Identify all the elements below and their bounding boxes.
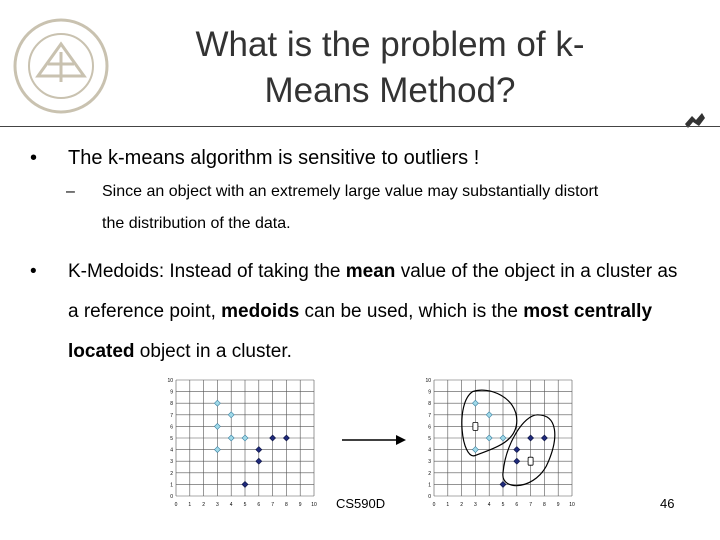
bullet-2-bold-part: most centrally located bbox=[68, 301, 653, 362]
x-tick-label: 5 bbox=[243, 502, 247, 508]
y-tick-label: 8 bbox=[428, 401, 431, 408]
y-tick-label: 3 bbox=[170, 459, 173, 466]
bullet-1 bbox=[30, 138, 690, 178]
x-tick-label: 2 bbox=[460, 502, 463, 508]
cluster-b-point bbox=[270, 435, 276, 441]
cluster-a-point bbox=[500, 435, 506, 441]
x-tick-label: 5 bbox=[501, 502, 505, 508]
bullet-dot: • bbox=[30, 261, 37, 282]
x-tick-label: 10 bbox=[569, 502, 575, 508]
x-tick-label: 1 bbox=[446, 502, 450, 508]
y-tick-label: 9 bbox=[428, 389, 431, 396]
sub-bullet-line-1: Since an object with an extremely large value may substantially distort bbox=[102, 183, 599, 200]
x-tick-label: 6 bbox=[515, 502, 519, 508]
cluster-b-point bbox=[541, 435, 547, 441]
cluster-a-point bbox=[472, 447, 478, 453]
y-tick-label: 5 bbox=[428, 436, 431, 442]
bullet-2-bold-part: mean bbox=[345, 261, 396, 282]
sub-bullet-line-2: the distribution of the data. bbox=[102, 215, 291, 232]
cluster-boundary bbox=[503, 415, 555, 486]
y-tick-label: 2 bbox=[170, 470, 173, 477]
bullet-1-text: The k-means algorithm is sensitive to outliers ! bbox=[68, 147, 480, 169]
cluster-b-point bbox=[528, 435, 534, 441]
x-tick-label: 3 bbox=[474, 502, 477, 508]
y-tick-label: 10 bbox=[167, 378, 173, 384]
y-tick-label: 5 bbox=[170, 436, 173, 442]
cluster-a-point bbox=[228, 435, 234, 441]
title-line-2: Means Method? bbox=[264, 71, 516, 110]
corner-ornament-icon bbox=[682, 110, 708, 130]
y-tick-label: 4 bbox=[428, 447, 431, 454]
x-tick-label: 0 bbox=[432, 502, 436, 508]
y-tick-label: 7 bbox=[170, 412, 173, 419]
x-tick-label: 1 bbox=[188, 502, 192, 508]
y-tick-label: 7 bbox=[428, 412, 431, 419]
cluster-a-point bbox=[472, 400, 478, 406]
y-tick-label: 0 bbox=[428, 494, 431, 500]
cluster-b-point bbox=[283, 435, 289, 441]
cluster-b-point bbox=[514, 447, 520, 453]
cluster-b-point bbox=[242, 481, 248, 487]
page-number: 46 bbox=[660, 496, 675, 511]
title-line-1: What is the problem of k- bbox=[195, 25, 585, 64]
x-tick-label: 6 bbox=[257, 502, 261, 508]
cluster-a-point bbox=[228, 412, 234, 418]
x-tick-label: 2 bbox=[202, 502, 205, 508]
cluster-b-point bbox=[256, 447, 262, 453]
cluster-a-point bbox=[486, 435, 492, 441]
x-tick-label: 9 bbox=[556, 502, 560, 508]
cluster-a-point bbox=[214, 423, 220, 429]
bullet-2 bbox=[30, 252, 690, 372]
x-tick-label: 0 bbox=[174, 502, 178, 508]
medoid-point bbox=[528, 457, 533, 465]
y-tick-label: 8 bbox=[170, 401, 173, 408]
x-tick-label: 3 bbox=[216, 502, 219, 508]
bullet-2-part: object in a cluster. bbox=[134, 341, 292, 362]
x-tick-label: 9 bbox=[298, 502, 302, 508]
bullet-2-part: K-Medoids: Instead of taking the bbox=[68, 261, 346, 282]
y-tick-label: 2 bbox=[428, 470, 431, 477]
bullet-dot: • bbox=[30, 147, 38, 169]
cluster-b-point bbox=[514, 458, 520, 464]
bullet-2-text bbox=[68, 252, 690, 372]
y-tick-label: 6 bbox=[428, 424, 431, 431]
transform-arrow-icon bbox=[340, 432, 408, 448]
title-divider bbox=[0, 126, 720, 127]
kmeans-scatter-plot bbox=[162, 370, 322, 512]
x-tick-label: 7 bbox=[271, 502, 274, 508]
cluster-a-point bbox=[214, 447, 220, 453]
x-tick-label: 4 bbox=[229, 502, 233, 508]
cluster-a-point bbox=[214, 400, 220, 406]
x-tick-label: 7 bbox=[529, 502, 532, 508]
bullet-2-part: can be used, which is the bbox=[299, 301, 524, 322]
y-tick-label: 1 bbox=[428, 482, 431, 489]
y-tick-label: 9 bbox=[170, 389, 173, 396]
bullet-2-bold-part: medoids bbox=[221, 301, 300, 322]
y-tick-label: 0 bbox=[170, 494, 173, 500]
cluster-a-point bbox=[242, 435, 248, 441]
sub-bullet-1 bbox=[66, 176, 686, 240]
y-tick-label: 1 bbox=[170, 482, 173, 489]
bullet-2-part: value of the object in a cluster as a reference point, bbox=[68, 261, 678, 322]
university-seal-logo bbox=[8, 16, 114, 116]
y-tick-label: 6 bbox=[170, 424, 173, 431]
medoid-point bbox=[473, 422, 478, 430]
x-tick-label: 8 bbox=[285, 502, 288, 508]
kmedoids-scatter-plot bbox=[420, 370, 580, 512]
y-tick-label: 4 bbox=[170, 447, 173, 454]
x-tick-label: 4 bbox=[487, 502, 491, 508]
sub-bullet-dash: – bbox=[66, 183, 75, 200]
y-tick-label: 10 bbox=[425, 378, 431, 384]
x-tick-label: 10 bbox=[311, 502, 317, 508]
y-tick-label: 3 bbox=[428, 459, 431, 466]
cluster-b-point bbox=[256, 458, 262, 464]
footer-course-label: CS590D bbox=[336, 496, 386, 511]
slide-title bbox=[130, 22, 650, 114]
cluster-a-point bbox=[486, 412, 492, 418]
x-tick-label: 8 bbox=[543, 502, 546, 508]
